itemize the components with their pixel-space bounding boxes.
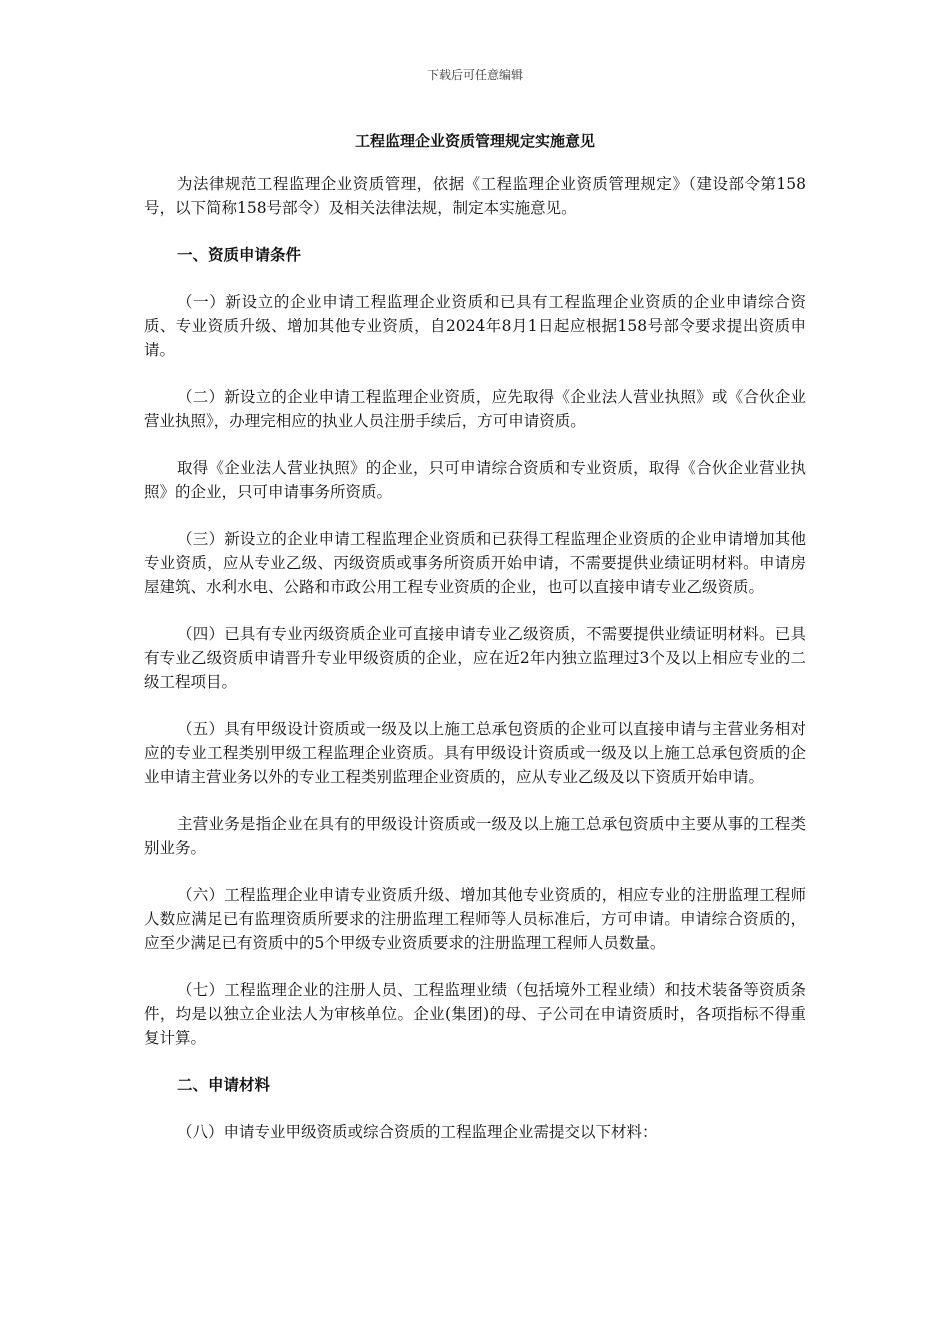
page-header-note: 下载后可任意编辑 (426, 68, 523, 82)
section-heading-1: 一、资质申请条件 (177, 245, 302, 264)
paragraph-item-3: （三）新设立的企业申请工程监理企业资质和已获得工程监理企业资质的企业申请增加其他专业资质，应从专业乙级、丙级资质或事务所资质开始申请，不需要提供业绩证明材料。申请房屋建筑、水利水电、公路和市政公用工程专业资质的企业，也可以直接申请专业乙级资质。 (144, 530, 806, 596)
intro-paragraph: 为法律规范工程监理企业资质管理，依据《工程监理企业资质管理规定》（建设部令第158号，以下简称158号部令）及相关法律法规，制定本实施意见。 (144, 175, 806, 217)
paragraph-item-8: （八）申请专业甲级资质或综合资质的工程监理企业需提交以下材料： (177, 1123, 658, 1141)
paragraph-item-5-note: 主营业务是指企业在具有的甲级设计资质或一级及以上施工总承包资质中主要从事的工程类别业务。 (144, 815, 806, 857)
section-heading-2: 二、申请材料 (177, 1075, 271, 1094)
paragraph-item-2: （二）新设立的企业申请工程监理企业资质，应先取得《企业法人营业执照》或《合伙企业营业执照》，办理完相应的执业人员注册手续后，方可申请资质。 (144, 388, 806, 430)
paragraph-item-2-note: 取得《企业法人营业执照》的企业，只可申请综合资质和专业资质，取得《合伙企业营业执照》的企业，只可申请事务所资质。 (144, 459, 806, 501)
paragraph-item-7: （七）工程监理企业的注册人员、工程监理业绩（包括境外工程业绩）和技术装备等资质条件，均是以独立企业法人为审核单位。企业(集团)的母、子公司在申请资质时，各项指标不得重复计算。 (144, 981, 806, 1047)
paragraph-item-6: （六）工程监理企业申请专业资质升级、增加其他专业资质的，相应专业的注册监理工程师人数应满足已有监理资质所要求的注册监理工程师等人员标准后，方可申请。申请综合资质的，应至少满足已有资质中的5个甲级专业资质要求的注册监理工程师人员数量。 (144, 886, 806, 952)
document-body (144, 172, 806, 1167)
paragraph-item-1: （一）新设立的企业申请工程监理企业资质和已具有工程监理企业资质的企业申请综合资质、专业资质升级、增加其他专业资质，自2024年8月1日起应根据158号部令要求提出资质申请。 (144, 293, 806, 359)
document-title: 工程监理企业资质管理规定实施意见 (354, 132, 595, 150)
paragraph-item-4: （四）已具有专业丙级资质企业可直接申请专业乙级资质，不需要提供业绩证明材料。已具有专业乙级资质申请晋升专业甲级资质的企业，应在近2年内独立监理过3个及以上相应专业的二级工程项目。 (144, 625, 806, 691)
paragraph-item-5: （五）具有甲级设计资质或一级及以上施工总承包资质的企业可以直接申请与主营业务相对应的专业工程类别甲级工程监理企业资质。具有甲级设计资质或一级及以上施工总承包资质的企业申请主营业务以外的专业工程类别监理企业资质的，应从专业乙级及以下资质开始申请。 (144, 720, 806, 786)
